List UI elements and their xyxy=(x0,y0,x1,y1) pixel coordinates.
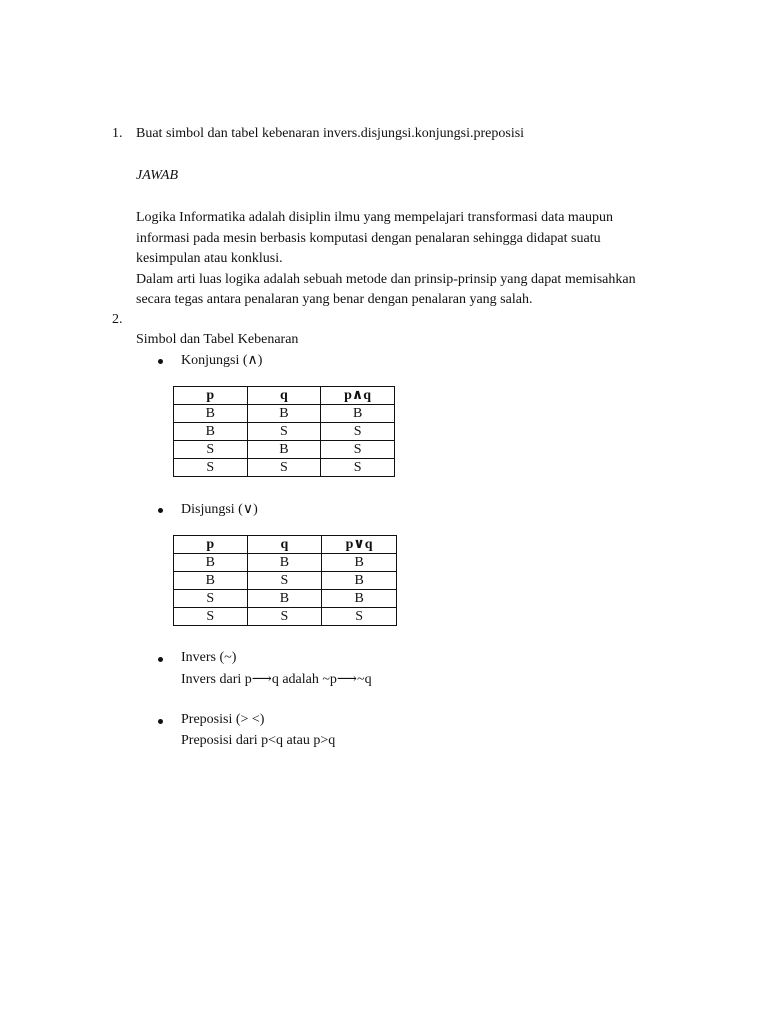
table-cell: S xyxy=(321,423,395,441)
bullet-icon xyxy=(158,657,163,662)
table-cell: S xyxy=(321,459,395,477)
bullet-icon xyxy=(158,508,163,513)
paragraph-1 xyxy=(136,208,636,311)
table-cell: B xyxy=(321,405,395,423)
table-row xyxy=(174,423,395,441)
table-header-row xyxy=(174,536,397,554)
bullet-icon xyxy=(158,719,163,724)
table-cell: B xyxy=(174,423,248,441)
invers-label: Invers (~) xyxy=(181,650,237,665)
table-cell: S xyxy=(321,441,395,459)
table-header-cell: q xyxy=(247,536,322,554)
table-row xyxy=(174,590,397,608)
item1-number: 1. xyxy=(112,126,123,141)
table-cell: S xyxy=(247,608,322,626)
item2-number: 2. xyxy=(112,312,123,327)
table-row xyxy=(174,405,395,423)
table-row xyxy=(174,572,397,590)
table-cell: S xyxy=(174,590,248,608)
table-row xyxy=(174,554,397,572)
table-cell: B xyxy=(247,405,321,423)
table-cell: S xyxy=(247,423,321,441)
table-header-cell: p xyxy=(174,536,248,554)
table-cell: B xyxy=(247,590,322,608)
disjungsi-table xyxy=(173,535,397,626)
table-cell: S xyxy=(174,441,248,459)
bullet-icon xyxy=(158,359,163,364)
table-cell: B xyxy=(174,554,248,572)
table-cell: S xyxy=(174,459,248,477)
preposisi-text: Preposisi dari p<q atau p>q xyxy=(181,733,336,748)
table-row xyxy=(174,441,395,459)
paragraph-line: Dalam arti luas logika adalah sebuah metode dan prinsip-prinsip yang dapat memisahkan xyxy=(136,271,636,287)
konjungsi-table xyxy=(173,386,395,477)
disjungsi-label: Disjungsi (∨) xyxy=(181,502,258,517)
item2-heading: Simbol dan Tabel Kebenaran xyxy=(136,332,299,347)
table-header-cell: q xyxy=(247,387,321,405)
table-header-cell: p∧q xyxy=(321,387,395,405)
table-cell: B xyxy=(322,572,397,590)
paragraph-line: Logika Informatika adalah disiplin ilmu yang mempelajari transformasi data maupun xyxy=(136,210,614,225)
table-cell: S xyxy=(247,572,322,590)
table-row xyxy=(174,459,395,477)
table-cell: B xyxy=(174,405,248,423)
table-cell: S xyxy=(174,608,248,626)
table-row xyxy=(174,608,397,626)
table-cell: B xyxy=(322,554,397,572)
invers-text: Invers dari p⟶q adalah ~p⟶~q xyxy=(181,672,372,687)
table-cell: B xyxy=(247,441,321,459)
item1-title: Buat simbol dan tabel kebenaran invers.disjungsi.konjungsi.preposisi xyxy=(136,126,525,141)
table-cell: B xyxy=(174,572,248,590)
table-header-cell: p xyxy=(174,387,248,405)
konjungsi-label: Konjungsi (∧) xyxy=(181,353,263,368)
paragraph-line: informasi pada mesin berbasis komputasi dengan penalaran sehingga didapat suatu xyxy=(136,230,601,246)
table-cell: S xyxy=(322,608,397,626)
table-cell: B xyxy=(247,554,322,572)
table-header-cell: p∨q xyxy=(322,536,397,554)
table-cell: B xyxy=(322,590,397,608)
preposisi-label: Preposisi (> <) xyxy=(181,712,265,727)
table-cell: S xyxy=(247,459,321,477)
paragraph-line: kesimpulan atau konklusi. xyxy=(136,251,283,266)
paragraph-line: secara tegas antara penalaran yang benar dengan penalaran yang salah. xyxy=(136,292,533,307)
table-header-row xyxy=(174,387,395,405)
answer-label: JAWAB xyxy=(136,168,179,183)
